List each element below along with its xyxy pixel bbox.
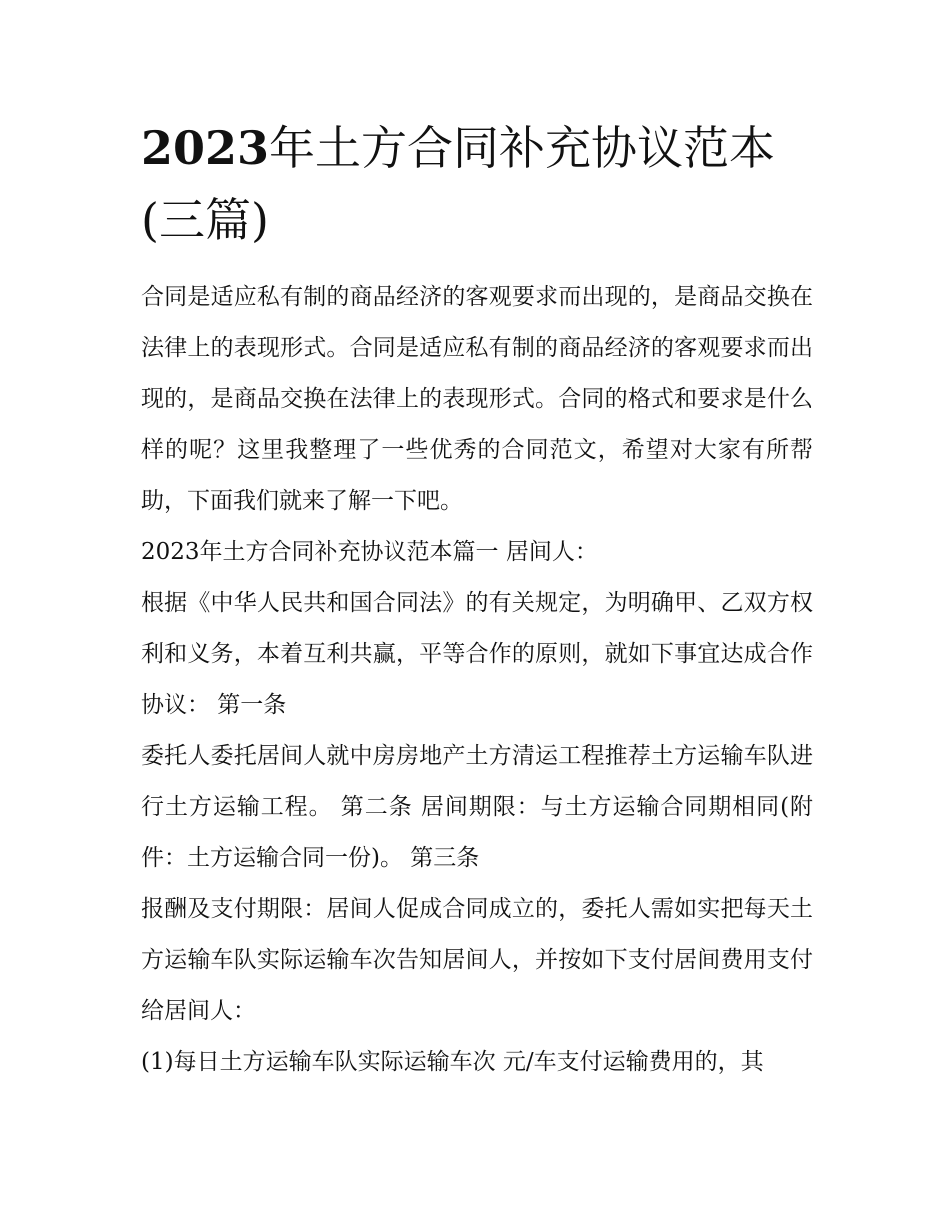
section-heading: 2023年土方合同补充协议范本篇一 居间人：	[141, 539, 598, 565]
clause-preamble-paragraph: 根据《中华人民共和国合同法》的有关规定，为明确甲、乙双方权利和义务，本着互利共赢，平等合作的原则，就如下事宜达成合作协议： 第一条	[141, 590, 813, 718]
clause-item-paragraph: (1)每日土方运输车队实际运输车次 元/车支付运输费用的，其	[141, 1049, 764, 1075]
document-body	[141, 272, 813, 1088]
document-title-year: 2023	[141, 121, 270, 175]
clause-paragraph: 委托人委托居间人就中房房地产土方清运工程推荐土方运输车队进行土方运输工程。 第二条 居间期限：与土方运输合同期相同(附件：土方运输合同一份)。 第三条	[141, 743, 813, 871]
document-title	[141, 112, 813, 256]
intro-paragraph: 合同是适应私有制的商品经济的客观要求而出现的，是商品交换在法律上的表现形式。合同是适应私有制的商品经济的客观要求而出现的，是商品交换在法律上的表现形式。合同的格式和要求是什么样的呢？这里我整理了一些优秀的合同范文，希望对大家有所帮助，下面我们就来了解一下吧。	[141, 284, 813, 514]
document-page	[141, 112, 813, 1088]
clause-paragraph: 报酬及支付期限：居间人促成合同成立的，委托人需如实把每天土方运输车队实际运输车次告知居间人，并按如下支付居间费用支付给居间人：	[141, 896, 813, 1024]
document-title-text: 年土方合同补充协议范本(三篇)	[141, 121, 776, 247]
